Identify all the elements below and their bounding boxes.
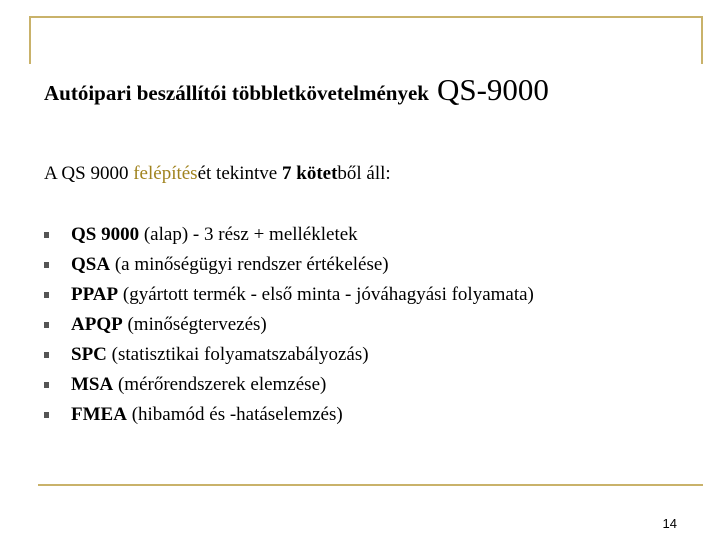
list-item-abbr: SPC <box>71 344 107 365</box>
bullet-square-icon <box>44 412 49 418</box>
frame-bottom-line <box>38 484 703 486</box>
list-item-text <box>71 374 326 396</box>
page-number: 14 <box>662 516 677 531</box>
intro-bold: 7 kötet <box>282 163 338 184</box>
list-item-desc: (statisztikai folyamatszabályozás) <box>106 344 369 365</box>
intro-sentence <box>44 163 391 185</box>
bullet-square-icon <box>44 382 49 388</box>
slide-title <box>44 72 549 108</box>
list-item-text <box>71 254 389 276</box>
list-item-text <box>71 314 267 336</box>
slide-title-code: QS-9000 <box>436 72 549 107</box>
intro-highlight: felépítés <box>133 163 198 184</box>
list-item-abbr: MSA <box>71 374 114 395</box>
list-item-desc: (mérőrendszerek elemzése) <box>113 374 327 395</box>
frame-right-line <box>701 16 703 64</box>
list-item-desc: (gyártott termék - első minta - jóváhagyási folyamata) <box>118 284 534 305</box>
intro-part-1: A QS 9000 <box>44 163 134 184</box>
list-item-desc: (minőségtervezés) <box>122 314 267 335</box>
list-item-text <box>71 284 534 306</box>
bullet-square-icon <box>44 352 49 358</box>
frame-left-line <box>29 16 31 64</box>
intro-part-3: ből áll: <box>337 163 391 184</box>
list-item-abbr: FMEA <box>71 404 127 425</box>
list-item-desc: (hibamód és -hatáselemzés) <box>126 404 343 425</box>
list-item-abbr: PPAP <box>71 284 119 305</box>
list-item-desc: (alap) - 3 rész + mellékletek <box>139 224 358 245</box>
list-item-text <box>71 224 358 246</box>
bullet-square-icon <box>44 232 49 238</box>
intro-part-2: ét tekintve <box>197 163 282 184</box>
slide-title-main: Autóipari beszállítói többletkövetelmények <box>44 81 429 105</box>
list-item-desc: (a minőségügyi rendszer értékelése) <box>110 254 389 275</box>
bullet-square-icon <box>44 322 49 328</box>
list-item-text <box>71 404 343 426</box>
list-item-abbr: QSA <box>71 254 111 275</box>
list-item-text <box>71 344 369 366</box>
bullet-square-icon <box>44 262 49 268</box>
bullet-square-icon <box>44 292 49 298</box>
list-item-abbr: APQP <box>71 314 123 335</box>
list-item-abbr: QS 9000 <box>71 224 140 245</box>
frame-top-line <box>29 16 703 18</box>
